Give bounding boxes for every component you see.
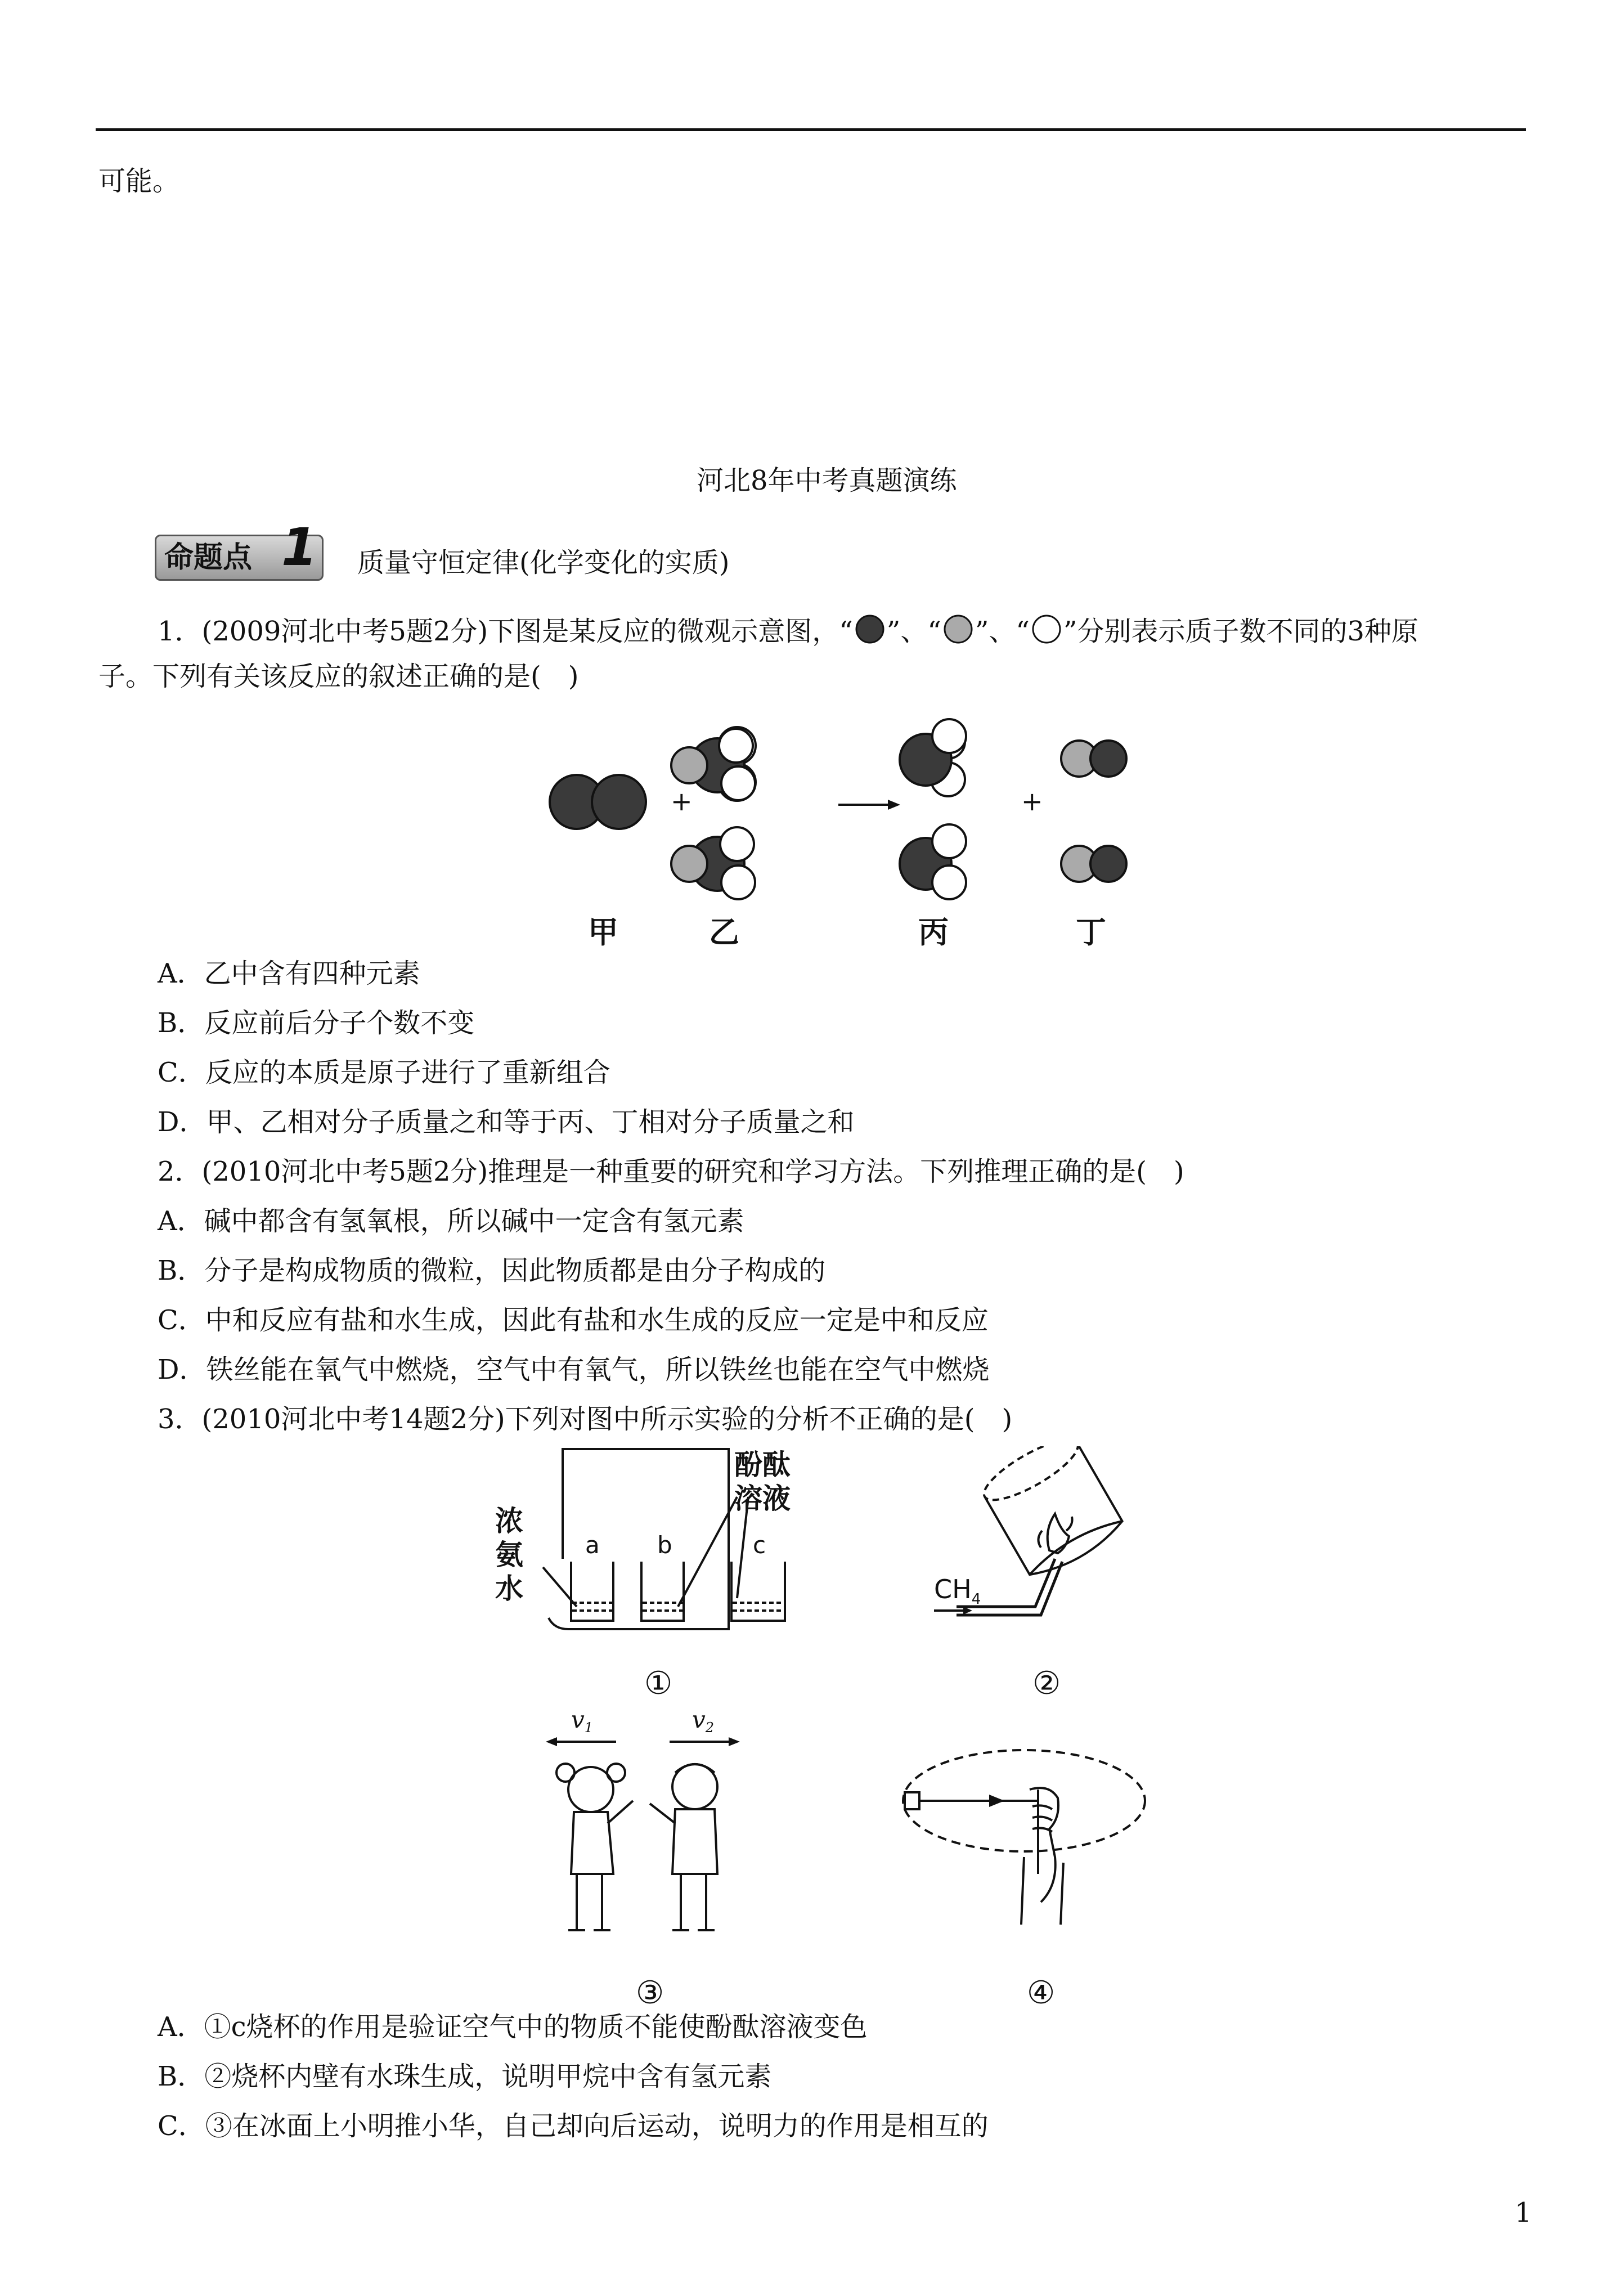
q1-option-d: D．甲、乙相对分子质量之和等于丙、丁相对分子质量之和 [158,1106,855,1138]
section-title: 河北8年中考真题演练 [697,465,957,496]
q1-stem-end: ”分别表示质子数不同的3种原 [1063,616,1419,647]
hand-icon [1021,1788,1063,1925]
q2-option-c: C．中和反应有盐和水生成，因此有盐和水生成的反应一定是中和反应 [158,1304,989,1336]
q1-stem-sep2: ”、“ [975,616,1030,647]
molecule-jia [550,775,646,829]
gas-label: $CH_4$ [934,1574,981,1608]
molecule-yi-bottom [671,827,755,899]
reaction-arrow [838,800,900,810]
white-atom-icon [1030,613,1063,645]
q3-fig1-ammonia-experiment [495,1446,810,1699]
label-jia: 甲 [588,914,618,950]
q1-option-c: C．反应的本质是原子进行了重新组合 [158,1057,610,1088]
boy-figure [650,1764,717,1930]
label-nong: 浓 [495,1505,523,1537]
beaker-a [571,1562,613,1621]
q3-option-c: C．③在冰面上小明推小华，自己却向后运动，说明力的作用是相互的 [158,2110,989,2142]
topic-badge-number: 1 [281,517,317,577]
gray-atom-icon [941,613,975,645]
molecule-ding-bottom [1061,846,1126,882]
page-number: 1 [1515,2197,1532,2228]
fig2-number: ② [1032,1665,1061,1699]
topic-badge [155,517,324,581]
topic-title: 质量守恒定律(化学变化的实质) [357,547,730,579]
label-phenol-1: 酚酞 [734,1449,791,1481]
label-phenol-2: 溶液 [734,1482,791,1515]
fig3-number: ③ [636,1975,664,2009]
q1-option-a: A．乙中含有四种元素 [158,958,420,989]
topic-badge-text: 命题点 [164,541,253,575]
label-yi: 乙 [709,914,739,950]
q2-stem: 2．(2010河北中考5题2分)推理是一种重要的研究和学习方法。下列推理正确的是( ) [158,1156,1184,1187]
beaker-label-b: b [657,1531,672,1559]
svg-text:+: + [1021,786,1043,817]
fig1-number: ① [644,1665,673,1699]
flame-icon [1038,1514,1072,1553]
dark-atom-icon [853,613,887,645]
q3-option-a: A．①c烧杯的作用是验证空气中的物质不能使酚酞溶液变色 [158,2011,868,2043]
velocity-v2: v2 [692,1706,715,1736]
q3-fig3-skaters [540,1705,765,2009]
girl-figure [556,1764,633,1930]
q2-option-a: A．碱中都含有氢氧根，所以碱中一定含有氢元素 [158,1205,744,1237]
molecule-bing-bottom [900,824,966,899]
q1-stem-start: 1．(2009河北中考5题2分)下图是某反应的微观示意图，“ [158,616,853,647]
svg-text:+: + [671,786,693,817]
fig4-number: ④ [1027,1975,1056,2009]
header-rule [96,128,1526,131]
label-shui: 水 [495,1572,523,1605]
q1-reaction-diagram [540,703,1148,951]
rubber-stopper [905,1792,919,1809]
q3-fig4-circular-motion [895,1745,1198,2009]
q1-stem-sep1: ”、“ [886,616,941,647]
label-ding: 丁 [1076,914,1106,950]
header-continuation: 可能。 [98,165,180,197]
q1-stem-line2: 子。下列有关该反应的叙述正确的是( ) [98,661,579,692]
beaker-label-a: a [585,1531,600,1559]
molecule-bing-top [900,719,966,796]
beaker-b [641,1562,684,1621]
q3-fig2-methane-combustion [934,1446,1215,1699]
label-an: 氨 [495,1539,523,1571]
q3-stem: 3．(2010河北中考14题2分)下列对图中所示实验的分析不正确的是( ) [158,1403,1013,1435]
label-bing: 丙 [918,914,949,950]
beaker-label-c: c [753,1531,766,1559]
velocity-v1: v1 [571,1706,594,1736]
q2-option-b: B．分子是构成物质的微粒，因此物质都是由分子构成的 [158,1255,826,1286]
q1-stem-line1 [158,613,1418,649]
q3-option-b: B．②烧杯内壁有水珠生成，说明甲烷中含有氢元素 [158,2061,772,2092]
q1-option-b: B．反应前后分子个数不变 [158,1007,475,1039]
molecule-ding-top [1061,741,1126,777]
q2-option-d: D．铁丝能在氧气中燃烧，空气中有氧气，所以铁丝也能在空气中燃烧 [158,1354,990,1385]
